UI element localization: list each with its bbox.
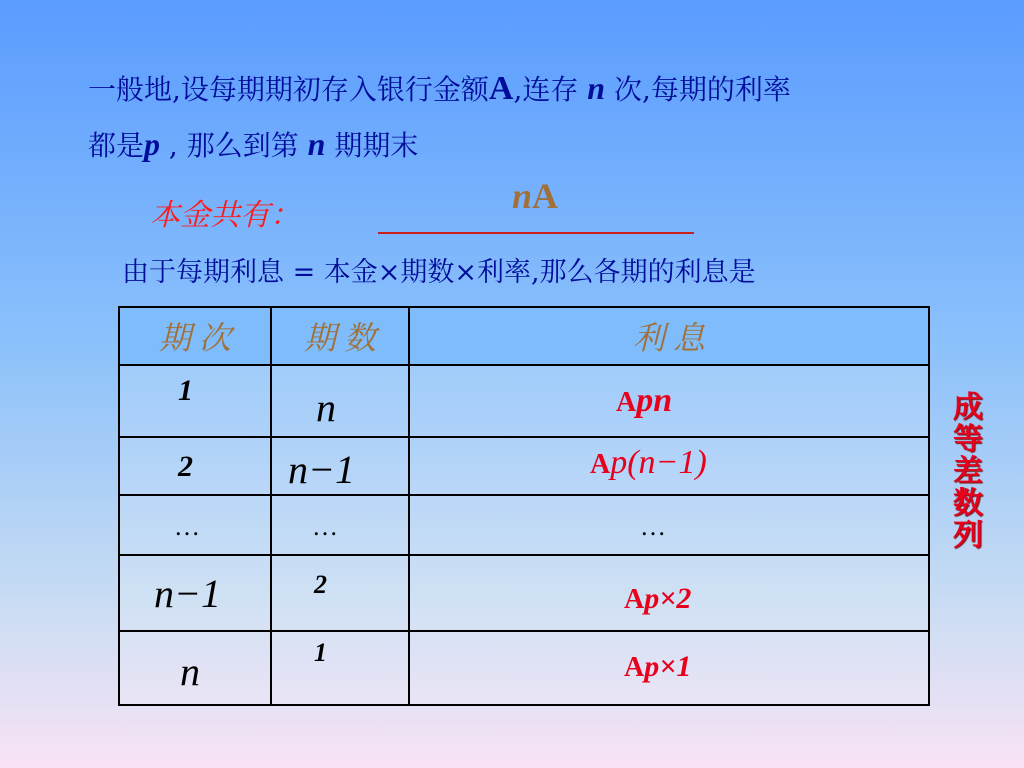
table-row xyxy=(119,555,929,631)
intro-line-2 xyxy=(88,124,418,164)
cell-count xyxy=(271,365,409,437)
period-value: 1 xyxy=(178,374,193,407)
intro-text: , 那么到第 xyxy=(160,129,299,162)
period-value: n xyxy=(180,649,200,694)
header-period: 期 次 xyxy=(119,307,271,365)
interest-expression: p(n−1) xyxy=(610,444,707,481)
cell-interest xyxy=(409,555,929,631)
interest-value xyxy=(624,650,691,684)
header-count: 期 数 xyxy=(271,307,409,365)
interest-expression: pn xyxy=(636,382,673,419)
interest-sentence: 由于每期利息 = 本金×期数×利率,那么各期的利息是 xyxy=(122,257,756,288)
interest-value xyxy=(624,582,691,616)
intro-line-1 xyxy=(88,68,791,108)
period-value: … xyxy=(174,512,200,541)
count-value: n xyxy=(316,385,336,430)
n-symbol: n xyxy=(307,126,326,162)
period-value: n−1 xyxy=(154,571,221,616)
amount-symbol: A xyxy=(488,70,514,107)
cell-count xyxy=(271,437,409,495)
table-row xyxy=(119,437,929,495)
cell-period xyxy=(119,555,271,631)
cell-period xyxy=(119,365,271,437)
intro-text: 一般地,设每期期初存入银行金额 xyxy=(88,73,489,106)
amount-symbol: A xyxy=(532,176,559,216)
principal-value xyxy=(512,175,558,217)
cell-count xyxy=(271,631,409,705)
count-value: n−1 xyxy=(288,447,355,492)
intro-text: 期期末 xyxy=(334,129,419,162)
cell-period xyxy=(119,631,271,705)
amount-symbol: A xyxy=(590,449,611,480)
cell-count xyxy=(271,495,409,555)
answer-underline xyxy=(378,232,694,234)
interest-table xyxy=(118,306,930,706)
cell-interest xyxy=(409,365,929,437)
interest-expression: p×2 xyxy=(644,582,692,615)
cell-period xyxy=(119,495,271,555)
amount-symbol: A xyxy=(624,584,645,615)
intro-text: 次,每期的利率 xyxy=(605,73,791,106)
amount-symbol: A xyxy=(624,652,645,683)
table-header-row xyxy=(119,307,929,365)
amount-symbol: A xyxy=(616,387,637,418)
arithmetic-sequence-note: 成等差数列 xyxy=(953,390,983,553)
table-row xyxy=(119,631,929,705)
cell-interest xyxy=(409,631,929,705)
intro-text: 都是 xyxy=(88,129,145,162)
interest-value xyxy=(616,382,672,420)
count-value: 2 xyxy=(314,570,327,599)
intro-text: ,连存 xyxy=(513,73,579,106)
table-row xyxy=(119,365,929,437)
interest-value xyxy=(640,512,666,542)
period-value: 2 xyxy=(178,450,193,483)
count-value: … xyxy=(312,512,338,541)
cell-count xyxy=(271,555,409,631)
principal-label: 本金共有： xyxy=(150,198,300,233)
count-value: 1 xyxy=(314,638,327,667)
table-row xyxy=(119,495,929,555)
header-interest: 利 息 xyxy=(409,307,929,365)
interest-value xyxy=(590,444,707,482)
cell-interest xyxy=(409,437,929,495)
cell-interest xyxy=(409,495,929,555)
interest-expression: … xyxy=(640,512,666,541)
interest-expression: p×1 xyxy=(644,650,692,683)
p-symbol: p xyxy=(144,126,161,162)
n-symbol: n xyxy=(587,70,606,106)
n-symbol: n xyxy=(512,176,533,216)
cell-period xyxy=(119,437,271,495)
